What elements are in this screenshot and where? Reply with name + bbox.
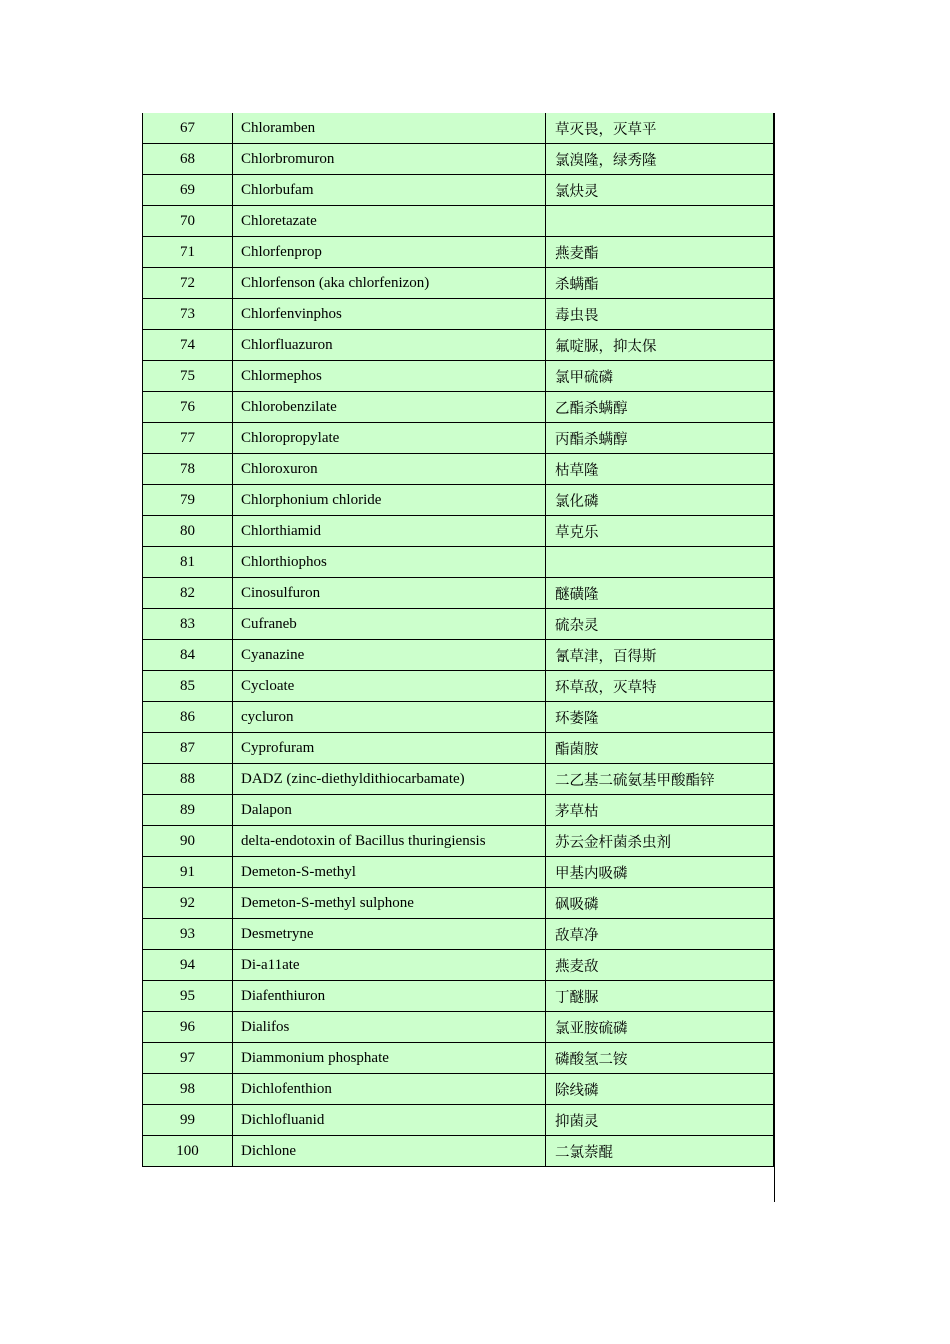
table-row	[143, 206, 774, 237]
chinese-name-cell: 酯菌胺	[546, 733, 774, 764]
row-number-cell: 87	[143, 733, 233, 764]
row-number-cell: 81	[143, 547, 233, 578]
chinese-name-cell: 草灭畏，灭草平	[546, 113, 774, 144]
row-number-cell: 84	[143, 640, 233, 671]
english-name-cell: Cyanazine	[233, 640, 546, 671]
chinese-name-cell: 毒虫畏	[546, 299, 774, 330]
english-name-cell: Chlorfenprop	[233, 237, 546, 268]
table-row	[143, 1012, 774, 1043]
table-row	[143, 516, 774, 547]
chinese-name-cell: 环萎隆	[546, 702, 774, 733]
english-name-cell: Chlorfenvinphos	[233, 299, 546, 330]
english-name-cell: Chlorbromuron	[233, 144, 546, 175]
table-row	[143, 454, 774, 485]
chinese-name-cell: 磷酸氢二铵	[546, 1043, 774, 1074]
table-row	[143, 733, 774, 764]
chinese-name-cell: 丙酯杀螨醇	[546, 423, 774, 454]
table-row	[143, 1074, 774, 1105]
table-row	[143, 1136, 774, 1167]
english-name-cell: Chloramben	[233, 113, 546, 144]
english-name-cell: Dichlone	[233, 1136, 546, 1167]
row-number-cell: 70	[143, 206, 233, 237]
table-row	[143, 485, 774, 516]
chinese-name-cell: 氯亚胺硫磷	[546, 1012, 774, 1043]
row-number-cell: 93	[143, 919, 233, 950]
english-name-cell: Desmetryne	[233, 919, 546, 950]
table-row	[143, 950, 774, 981]
row-number-cell: 94	[143, 950, 233, 981]
chinese-name-cell: 氯甲硫磷	[546, 361, 774, 392]
english-name-cell: Chlorphonium chloride	[233, 485, 546, 516]
english-name-cell: Chlorfluazuron	[233, 330, 546, 361]
english-name-cell: Chlorfenson (aka chlorfenizon)	[233, 268, 546, 299]
table-row	[143, 795, 774, 826]
chinese-name-cell: 抑菌灵	[546, 1105, 774, 1136]
table-row	[143, 361, 774, 392]
table-row	[143, 299, 774, 330]
chinese-name-cell: 苏云金杆菌杀虫剂	[546, 826, 774, 857]
table-row	[143, 423, 774, 454]
table-row	[143, 640, 774, 671]
row-number-cell: 98	[143, 1074, 233, 1105]
row-number-cell: 77	[143, 423, 233, 454]
table-row	[143, 826, 774, 857]
english-name-cell: Demeton-S-methyl	[233, 857, 546, 888]
row-number-cell: 68	[143, 144, 233, 175]
chinese-name-cell: 二氯萘醌	[546, 1136, 774, 1167]
row-number-cell: 72	[143, 268, 233, 299]
row-number-cell: 90	[143, 826, 233, 857]
table-right-border	[774, 113, 775, 1202]
row-number-cell: 69	[143, 175, 233, 206]
english-name-cell: cycluron	[233, 702, 546, 733]
chinese-name-cell: 环草敌，灭草特	[546, 671, 774, 702]
english-name-cell: Chlormephos	[233, 361, 546, 392]
row-number-cell: 99	[143, 1105, 233, 1136]
chinese-name-cell: 燕麦敌	[546, 950, 774, 981]
english-name-cell: Cyprofuram	[233, 733, 546, 764]
row-number-cell: 82	[143, 578, 233, 609]
table-row	[143, 175, 774, 206]
table-row	[143, 1043, 774, 1074]
english-name-cell: Chloretazate	[233, 206, 546, 237]
table-row	[143, 919, 774, 950]
row-number-cell: 96	[143, 1012, 233, 1043]
table-row	[143, 144, 774, 175]
table-row	[143, 392, 774, 423]
chinese-name-cell: 丁醚脲	[546, 981, 774, 1012]
english-name-cell: Chlorthiamid	[233, 516, 546, 547]
row-number-cell: 75	[143, 361, 233, 392]
english-name-cell: DADZ (zinc-diethyldithiocarbamate)	[233, 764, 546, 795]
row-number-cell: 80	[143, 516, 233, 547]
english-name-cell: Dalapon	[233, 795, 546, 826]
english-name-cell: Diammonium phosphate	[233, 1043, 546, 1074]
row-number-cell: 74	[143, 330, 233, 361]
english-name-cell: Cycloate	[233, 671, 546, 702]
chinese-name-cell: 杀螨酯	[546, 268, 774, 299]
row-number-cell: 100	[143, 1136, 233, 1167]
table-row	[143, 237, 774, 268]
english-name-cell: Dichlofluanid	[233, 1105, 546, 1136]
row-number-cell: 88	[143, 764, 233, 795]
table-row	[143, 578, 774, 609]
chinese-name-cell: 氯化磷	[546, 485, 774, 516]
table-row	[143, 330, 774, 361]
chinese-name-cell: 氯炔灵	[546, 175, 774, 206]
row-number-cell: 85	[143, 671, 233, 702]
pesticide-table	[142, 113, 774, 1167]
chinese-name-cell: 氰草津，百得斯	[546, 640, 774, 671]
english-name-cell: Chlorobenzilate	[233, 392, 546, 423]
table-row	[143, 609, 774, 640]
row-number-cell: 83	[143, 609, 233, 640]
chinese-name-cell: 燕麦酯	[546, 237, 774, 268]
chinese-name-cell: 二乙基二硫氨基甲酸酯锌	[546, 764, 774, 795]
english-name-cell: Cufraneb	[233, 609, 546, 640]
table-row	[143, 702, 774, 733]
chinese-name-cell: 乙酯杀螨醇	[546, 392, 774, 423]
english-name-cell: Chlorthiophos	[233, 547, 546, 578]
english-name-cell: Chloroxuron	[233, 454, 546, 485]
chinese-name-cell	[546, 206, 774, 237]
english-name-cell: Demeton-S-methyl sulphone	[233, 888, 546, 919]
chinese-name-cell: 氟啶脲，抑太保	[546, 330, 774, 361]
table-row	[143, 671, 774, 702]
chinese-name-cell: 敌草净	[546, 919, 774, 950]
english-name-cell: Dichlofenthion	[233, 1074, 546, 1105]
english-name-cell: Chlorbufam	[233, 175, 546, 206]
row-number-cell: 95	[143, 981, 233, 1012]
english-name-cell: Diafenthiuron	[233, 981, 546, 1012]
chinese-name-cell: 草克乐	[546, 516, 774, 547]
chinese-name-cell: 除线磷	[546, 1074, 774, 1105]
table-row	[143, 268, 774, 299]
table-row	[143, 547, 774, 578]
row-number-cell: 92	[143, 888, 233, 919]
chinese-name-cell: 甲基内吸磷	[546, 857, 774, 888]
table-row	[143, 857, 774, 888]
row-number-cell: 73	[143, 299, 233, 330]
chinese-name-cell: 茅草枯	[546, 795, 774, 826]
english-name-cell: Di-a11ate	[233, 950, 546, 981]
english-name-cell: Chloropropylate	[233, 423, 546, 454]
english-name-cell: Dialifos	[233, 1012, 546, 1043]
pesticide-table-body	[143, 113, 774, 1167]
english-name-cell: Cinosulfuron	[233, 578, 546, 609]
table-row	[143, 981, 774, 1012]
row-number-cell: 91	[143, 857, 233, 888]
chinese-name-cell: 硫杂灵	[546, 609, 774, 640]
table-row	[143, 1105, 774, 1136]
chinese-name-cell	[546, 547, 774, 578]
row-number-cell: 71	[143, 237, 233, 268]
row-number-cell: 78	[143, 454, 233, 485]
chinese-name-cell: 枯草隆	[546, 454, 774, 485]
row-number-cell: 67	[143, 113, 233, 144]
table-row	[143, 113, 774, 144]
english-name-cell: delta-endotoxin of Bacillus thuringiensis	[233, 826, 546, 857]
row-number-cell: 86	[143, 702, 233, 733]
table-row	[143, 764, 774, 795]
row-number-cell: 76	[143, 392, 233, 423]
table-row	[143, 888, 774, 919]
chinese-name-cell: 醚磺隆	[546, 578, 774, 609]
chinese-name-cell: 氯溴隆，绿秀隆	[546, 144, 774, 175]
row-number-cell: 97	[143, 1043, 233, 1074]
row-number-cell: 89	[143, 795, 233, 826]
chinese-name-cell: 砜吸磷	[546, 888, 774, 919]
row-number-cell: 79	[143, 485, 233, 516]
